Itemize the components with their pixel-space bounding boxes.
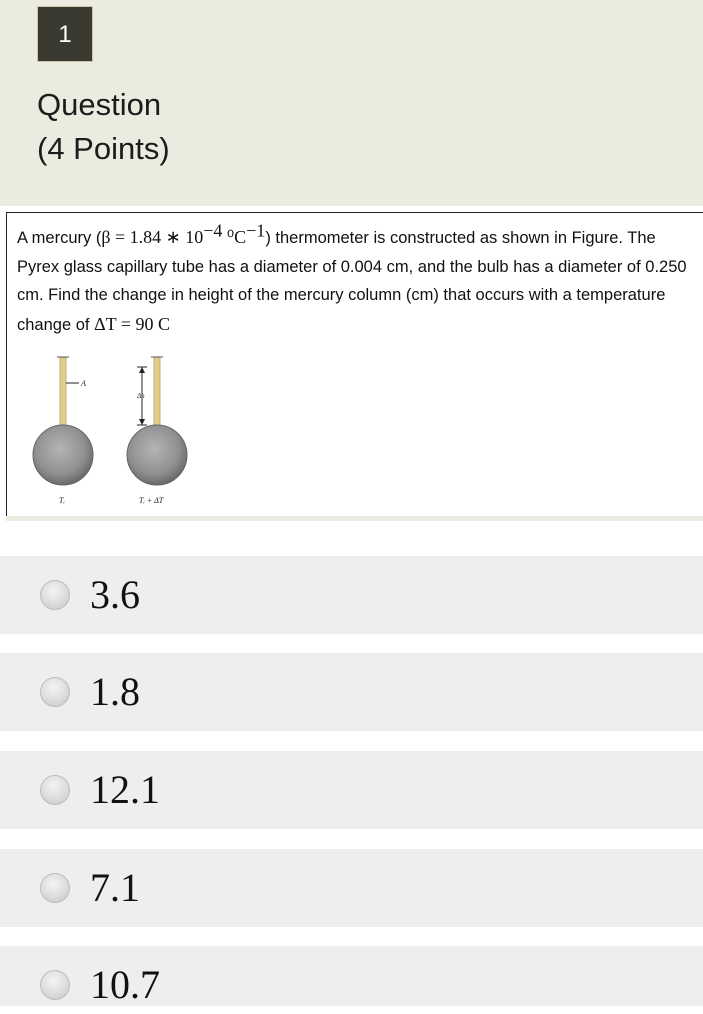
answer-option-label[interactable]: 3.6 (90, 572, 140, 617)
delta-t-symbol: ΔT (94, 313, 117, 334)
radio-button[interactable] (40, 580, 70, 610)
delta-t-value: = 90 C (116, 313, 170, 334)
question-body-divider (6, 516, 703, 521)
radio-button[interactable] (40, 873, 70, 903)
figure-label-ti: Tᵢ (59, 496, 65, 505)
question-points: (4 Points) (37, 131, 170, 166)
question-body (6, 212, 703, 518)
figure-label-a: A (81, 379, 86, 388)
thermometer-heated (127, 357, 187, 485)
answer-option-4[interactable] (0, 849, 703, 927)
unit-degree: ⁰C (222, 227, 247, 247)
beta-symbol: β (101, 227, 111, 247)
figure-label-dh: Δh (137, 392, 145, 400)
thermometer-figure (23, 353, 193, 513)
answer-option-2[interactable] (0, 653, 703, 731)
thermometer-initial (33, 357, 93, 485)
radio-button[interactable] (40, 677, 70, 707)
answer-option-label[interactable]: 12.1 (90, 767, 160, 812)
radio-button[interactable] (40, 775, 70, 805)
question-number-badge: 1 (37, 6, 93, 62)
beta-exponent: −4 (203, 220, 223, 241)
question-text (17, 220, 697, 339)
answer-option-3[interactable] (0, 751, 703, 829)
answer-option-label[interactable]: 1.8 (90, 669, 140, 714)
answer-option-5[interactable] (0, 946, 703, 1006)
figure-label-ti-dt: Tᵢ + ΔT (139, 496, 164, 505)
beta-value: = 1.84 ∗ 10 (110, 227, 204, 247)
question-title: Question (37, 87, 162, 122)
radio-button[interactable] (40, 970, 70, 1000)
answer-option-1[interactable] (0, 556, 703, 634)
answer-option-label[interactable]: 7.1 (90, 865, 140, 910)
answer-option-label[interactable]: 10.7 (90, 962, 160, 1007)
question-text-part1: A mercury ( (17, 229, 102, 247)
question-text-part2: ) thermometer is constructed as shown in Figure. The Pyrex glass capillary tube has a diameter of 0.004 cm, and the bulb has a diameter of 0.250 cm. Find the change in height of the mercury column (cm) that occurs with a temperature change of (17, 229, 687, 334)
unit-exponent: −1 (246, 220, 266, 241)
question-header (0, 0, 703, 206)
